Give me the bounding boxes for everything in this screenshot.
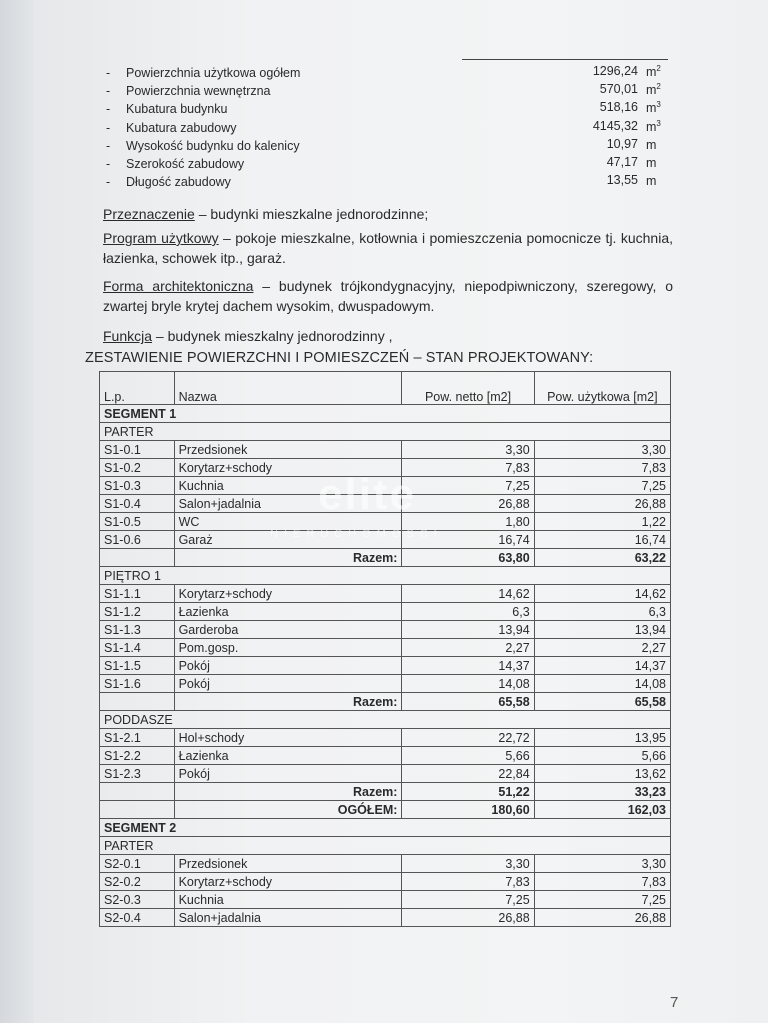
sum-spacer — [100, 801, 175, 819]
room-name: Przedsionek — [174, 855, 402, 873]
room-netto: 2,27 — [402, 639, 534, 657]
room-uzytkowa: 13,95 — [534, 729, 670, 747]
header-nazwa: Nazwa — [174, 372, 402, 405]
parameter-label: Wysokość budynku do kalenicy — [126, 138, 300, 153]
unit-text: m — [646, 174, 657, 189]
floor-row — [100, 837, 671, 855]
parameter-value: 13,55 — [606, 173, 638, 188]
room-lp: S1-1.3 — [100, 621, 175, 639]
room-lp: S1-1.4 — [100, 639, 175, 657]
sum-netto: 180,60 — [402, 801, 534, 819]
room-netto: 7,25 — [402, 477, 534, 495]
room-lp: S1-2.2 — [100, 747, 175, 765]
room-uzytkowa: 14,08 — [534, 675, 670, 693]
room-lp: S2-0.4 — [100, 909, 175, 927]
parameter-value: 570,01 — [599, 82, 638, 97]
forma-paragraph — [103, 276, 673, 316]
table-row — [100, 657, 671, 675]
sum-spacer — [100, 783, 175, 801]
room-lp: S1-0.2 — [100, 459, 175, 477]
parameter-value: 518,16 — [599, 100, 638, 115]
room-uzytkowa: 7,25 — [534, 891, 670, 909]
room-netto: 3,30 — [402, 855, 534, 873]
room-name: Przedsionek — [174, 441, 402, 459]
room-netto: 13,94 — [402, 621, 534, 639]
room-lp: S1-0.4 — [100, 495, 175, 513]
floor-row — [100, 423, 671, 441]
room-uzytkowa: 1,22 — [534, 513, 670, 531]
sum-spacer — [100, 549, 175, 567]
room-lp: S1-0.6 — [100, 531, 175, 549]
table-row — [100, 729, 671, 747]
room-lp: S2-0.1 — [100, 855, 175, 873]
room-name: Łazienka — [174, 603, 402, 621]
room-uzytkowa: 26,88 — [534, 909, 670, 927]
room-uzytkowa: 7,25 — [534, 477, 670, 495]
table-header-row — [100, 372, 671, 405]
rooms-table — [99, 371, 671, 927]
room-lp: S1-0.1 — [100, 441, 175, 459]
unit-text: m — [646, 101, 657, 116]
room-netto: 14,08 — [402, 675, 534, 693]
parameter-value: 4145,32 — [592, 118, 638, 133]
room-name: WC — [174, 513, 402, 531]
room-lp: S1-2.1 — [100, 729, 175, 747]
parameter-unit — [646, 137, 656, 152]
unit-exponent: 3 — [656, 100, 661, 110]
unit-exponent: 3 — [656, 118, 661, 128]
top-rule — [462, 59, 668, 60]
bullet-dash: - — [106, 138, 111, 153]
parameter-unit — [646, 100, 661, 115]
room-uzytkowa: 3,30 — [534, 441, 670, 459]
table-row — [100, 855, 671, 873]
room-netto: 7,25 — [402, 891, 534, 909]
room-netto: 22,84 — [402, 765, 534, 783]
room-uzytkowa: 26,88 — [534, 495, 670, 513]
table-row — [100, 585, 671, 603]
room-lp: S1-1.2 — [100, 603, 175, 621]
room-netto: 7,83 — [402, 873, 534, 891]
parameter-row — [106, 155, 666, 173]
bullet-dash: - — [106, 66, 111, 80]
bullet-dash: - — [106, 84, 111, 99]
table-row — [100, 909, 671, 927]
parameter-row — [106, 64, 666, 82]
parameter-label: Powierzchnia użytkowa ogółem — [126, 66, 301, 80]
parameters-list — [106, 64, 666, 191]
segment-title: SEGMENT 2 — [100, 819, 671, 837]
parameter-value: 47,17 — [606, 154, 638, 169]
room-name: Pokój — [174, 765, 402, 783]
room-name: Łazienka — [174, 747, 402, 765]
sum-netto: 51,22 — [402, 783, 534, 801]
program-text: – pokoje mieszkalne, kotłownia i pomieszczenia pomocnicze tj. kuchnia, łazienka, schowek itp., garaż. — [103, 230, 673, 266]
bullet-dash: - — [106, 120, 111, 135]
sum-spacer — [100, 693, 175, 711]
bullet-dash: - — [106, 102, 111, 117]
room-netto: 14,62 — [402, 585, 534, 603]
przeznaczenie-paragraph — [103, 204, 673, 224]
parameter-label: Długość zabudowy — [126, 175, 231, 190]
room-netto: 16,74 — [402, 531, 534, 549]
unit-text: m — [646, 83, 657, 98]
program-label: Program użytkowy — [103, 230, 219, 246]
segment-title: SEGMENT 1 — [100, 405, 671, 423]
room-uzytkowa: 3,30 — [534, 855, 670, 873]
room-name: Salon+jadalnia — [174, 909, 402, 927]
room-netto: 3,30 — [402, 441, 534, 459]
sum-label: Razem: — [174, 549, 402, 567]
room-netto: 26,88 — [402, 495, 534, 513]
room-lp: S1-1.5 — [100, 657, 175, 675]
watermark-logo: elite — [318, 470, 417, 519]
room-netto: 22,72 — [402, 729, 534, 747]
room-netto: 7,83 — [402, 459, 534, 477]
room-name: Garderoba — [174, 621, 402, 639]
sum-row — [100, 693, 671, 711]
room-lp: S1-1.6 — [100, 675, 175, 693]
parameter-row — [106, 82, 666, 100]
parameter-unit — [646, 173, 656, 188]
room-name: Kuchnia — [174, 477, 402, 495]
table-row — [100, 747, 671, 765]
sum-row — [100, 549, 671, 567]
unit-text: m — [646, 137, 657, 152]
room-uzytkowa: 13,94 — [534, 621, 670, 639]
room-uzytkowa: 5,66 — [534, 747, 670, 765]
room-lp: S2-0.3 — [100, 891, 175, 909]
parameter-unit — [646, 64, 661, 79]
room-name: Pom.gosp. — [174, 639, 402, 657]
floor-title: PARTER — [100, 423, 671, 441]
funkcja-label: Funkcja — [103, 328, 153, 344]
sum-netto: 65,58 — [402, 693, 534, 711]
floor-title: PARTER — [100, 837, 671, 855]
bullet-dash: - — [106, 156, 111, 171]
table-row — [100, 441, 671, 459]
table-row — [100, 891, 671, 909]
przeznaczenie-text: – budynki mieszkalne jednorodzinne; — [194, 206, 429, 222]
room-uzytkowa: 14,62 — [534, 585, 670, 603]
parameter-label: Kubatura zabudowy — [126, 120, 237, 135]
sum-row — [100, 801, 671, 819]
funkcja-text: – budynek mieszkalny jednorodzinny , — [152, 328, 393, 344]
sum-uzytkowa: 63,22 — [534, 549, 670, 567]
bullet-dash: - — [106, 175, 111, 190]
table-row — [100, 675, 671, 693]
sum-label: OGÓŁEM: — [174, 801, 402, 819]
unit-text: m — [646, 65, 657, 80]
sum-uzytkowa: 33,23 — [534, 783, 670, 801]
room-name: Hol+schody — [174, 729, 402, 747]
room-lp: S2-0.2 — [100, 873, 175, 891]
parameter-row — [106, 119, 666, 137]
segment-row — [100, 819, 671, 837]
room-uzytkowa: 6,3 — [534, 603, 670, 621]
sum-uzytkowa: 65,58 — [534, 693, 670, 711]
sum-label: Razem: — [174, 783, 402, 801]
room-uzytkowa: 7,83 — [534, 459, 670, 477]
floor-title: PODDASZE — [100, 711, 671, 729]
forma-label: Forma architektoniczna — [103, 278, 254, 294]
funkcja-paragraph — [103, 326, 673, 346]
room-name: Korytarz+schody — [174, 459, 402, 477]
table-row — [100, 765, 671, 783]
header-uzytkowa: Pow. użytkowa [m2] — [534, 372, 670, 405]
table-row — [100, 603, 671, 621]
przeznaczenie-label: Przeznaczenie — [103, 206, 195, 222]
room-netto: 5,66 — [402, 747, 534, 765]
sum-row — [100, 783, 671, 801]
room-name: Kuchnia — [174, 891, 402, 909]
room-netto: 6,3 — [402, 603, 534, 621]
floor-row — [100, 567, 671, 585]
room-uzytkowa: 13,62 — [534, 765, 670, 783]
table-title: ZESTAWIENIE POWIERZCHNI I POMIESZCZEŃ – STAN PROJEKTOWANY: — [85, 350, 594, 366]
sum-label: Razem: — [174, 693, 402, 711]
room-uzytkowa: 2,27 — [534, 639, 670, 657]
parameter-label: Szerokość zabudowy — [126, 156, 245, 171]
sum-uzytkowa: 162,03 — [534, 801, 670, 819]
parameter-value: 1296,24 — [592, 64, 638, 78]
watermark-subtext: NIERUCHOMOŚCI — [270, 528, 443, 540]
header-netto: Pow. netto [m2] — [402, 372, 534, 405]
forma-text: – budynek trójkondygnacyjny, niepodpiwniczony, szeregowy, o zwartej bryle krytej dachem wysokim, dwuspadowym. — [103, 278, 673, 314]
unit-exponent: 2 — [656, 82, 661, 92]
room-name: Garaż — [174, 531, 402, 549]
room-name: Pokój — [174, 675, 402, 693]
unit-exponent: 2 — [656, 64, 661, 73]
header-lp: L.p. — [100, 372, 175, 405]
parameter-unit — [646, 82, 661, 97]
parameter-row — [106, 100, 666, 118]
room-name: Salon+jadalnia — [174, 495, 402, 513]
room-netto: 1,80 — [402, 513, 534, 531]
segment-row — [100, 405, 671, 423]
parameter-unit — [646, 119, 661, 134]
room-lp: S1-0.5 — [100, 513, 175, 531]
parameter-value: 10,97 — [606, 136, 638, 151]
table-row — [100, 639, 671, 657]
sum-netto: 63,80 — [402, 549, 534, 567]
parameter-unit — [646, 155, 656, 170]
room-lp: S1-0.3 — [100, 477, 175, 495]
parameter-label: Kubatura budynku — [126, 102, 228, 117]
room-netto: 26,88 — [402, 909, 534, 927]
room-name: Korytarz+schody — [174, 873, 402, 891]
room-uzytkowa: 16,74 — [534, 531, 670, 549]
room-uzytkowa: 7,83 — [534, 873, 670, 891]
room-lp: S1-2.3 — [100, 765, 175, 783]
room-uzytkowa: 14,37 — [534, 657, 670, 675]
parameter-label: Powierzchnia wewnętrzna — [126, 84, 271, 99]
floor-title: PIĘTRO 1 — [100, 567, 671, 585]
floor-row — [100, 711, 671, 729]
parameter-row — [106, 173, 666, 191]
program-paragraph — [103, 228, 673, 268]
parameter-row — [106, 137, 666, 155]
unit-text: m — [646, 156, 657, 171]
room-lp: S1-1.1 — [100, 585, 175, 603]
table-row — [100, 873, 671, 891]
table-row — [100, 621, 671, 639]
room-name: Korytarz+schody — [174, 585, 402, 603]
page-edge-shadow — [0, 0, 34, 1023]
page-number: 7 — [670, 994, 679, 1011]
room-netto: 14,37 — [402, 657, 534, 675]
room-name: Pokój — [174, 657, 402, 675]
unit-text: m — [646, 119, 657, 134]
